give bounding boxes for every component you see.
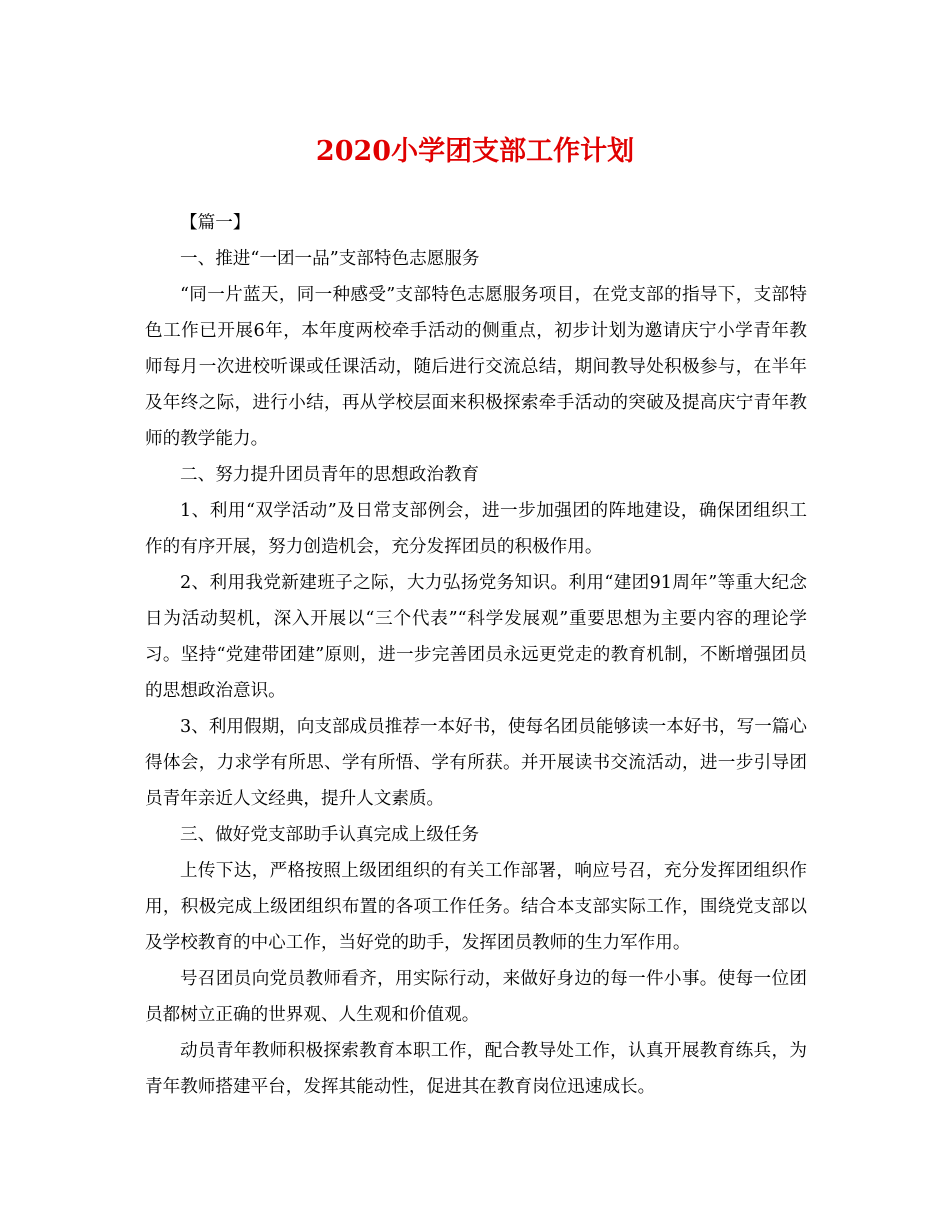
- paragraph: 1、利用“双学活动”及日常支部例会，进一步加强团的阵地建设，确保团组织工作的有序开展，努力创造机会，充分发挥团员的积极作用。: [145, 501, 807, 557]
- paragraph: 号召团员向党员教师看齐，用实际行动，来做好身边的每一件小事。使每一位团员都树立正确的世界观、人生观和价值观。: [145, 969, 807, 1025]
- section-heading-3: 三、做好党支部助手认真完成上级任务: [180, 825, 480, 845]
- section-heading-1: 一、推进“一团一品”支部特色志愿服务: [180, 249, 480, 269]
- paragraph: “同一片蓝天，同一种感受”支部特色志愿服务项目，在党支部的指导下，支部特色工作已开展6年，本年度两校牵手活动的侧重点，初步计划为邀请庆宁小学青年教师每月一次进校听课或任课活动，随后进行交流总结，期间教导处积极参与，在半年及年终之际，进行小结，再从学校层面来积极探索牵手活动的突破及提高庆宁青年教师的教学能力。: [145, 285, 807, 449]
- paragraph: 3、利用假期，向支部成员推荐一本好书，使每名团员能够读一本好书，写一篇心得体会，力求学有所思、学有所悟、学有所获。并开展读书交流活动，进一步引导团员青年亲近人文经典，提升人文素质。: [145, 717, 807, 809]
- paragraph: 动员青年教师积极探索教育本职工作，配合教导处工作，认真开展教育练兵，为青年教师搭建平台，发挥其能动性，促进其在教育岗位迅速成长。: [145, 1041, 807, 1097]
- document-body: [145, 205, 807, 1105]
- paragraph: 2、利用我党新建班子之际，大力弘扬党务知识。利用“建团91周年”等重大纪念日为活动契机，深入开展以“三个代表”“科学发展观”重要思想为主要内容的理论学习。坚持“党建带团建”原则，进一步完善团员永远更党走的教育机制，不断增强团员的思想政治意识。: [145, 573, 807, 701]
- paragraph: 上传下达，严格按照上级团组织的有关工作部署，响应号召，充分发挥团组织作用，积极完成上级团组织布置的各项工作任务。结合本支部实际工作，围绕党支部以及学校教育的中心工作，当好党的助手，发挥团员教师的生力军作用。: [145, 861, 807, 953]
- section-label: 【篇一】: [180, 213, 251, 233]
- section-heading-2: 二、努力提升团员青年的思想政治教育: [180, 465, 480, 485]
- page-title: 2020小学团支部工作计划: [315, 136, 635, 167]
